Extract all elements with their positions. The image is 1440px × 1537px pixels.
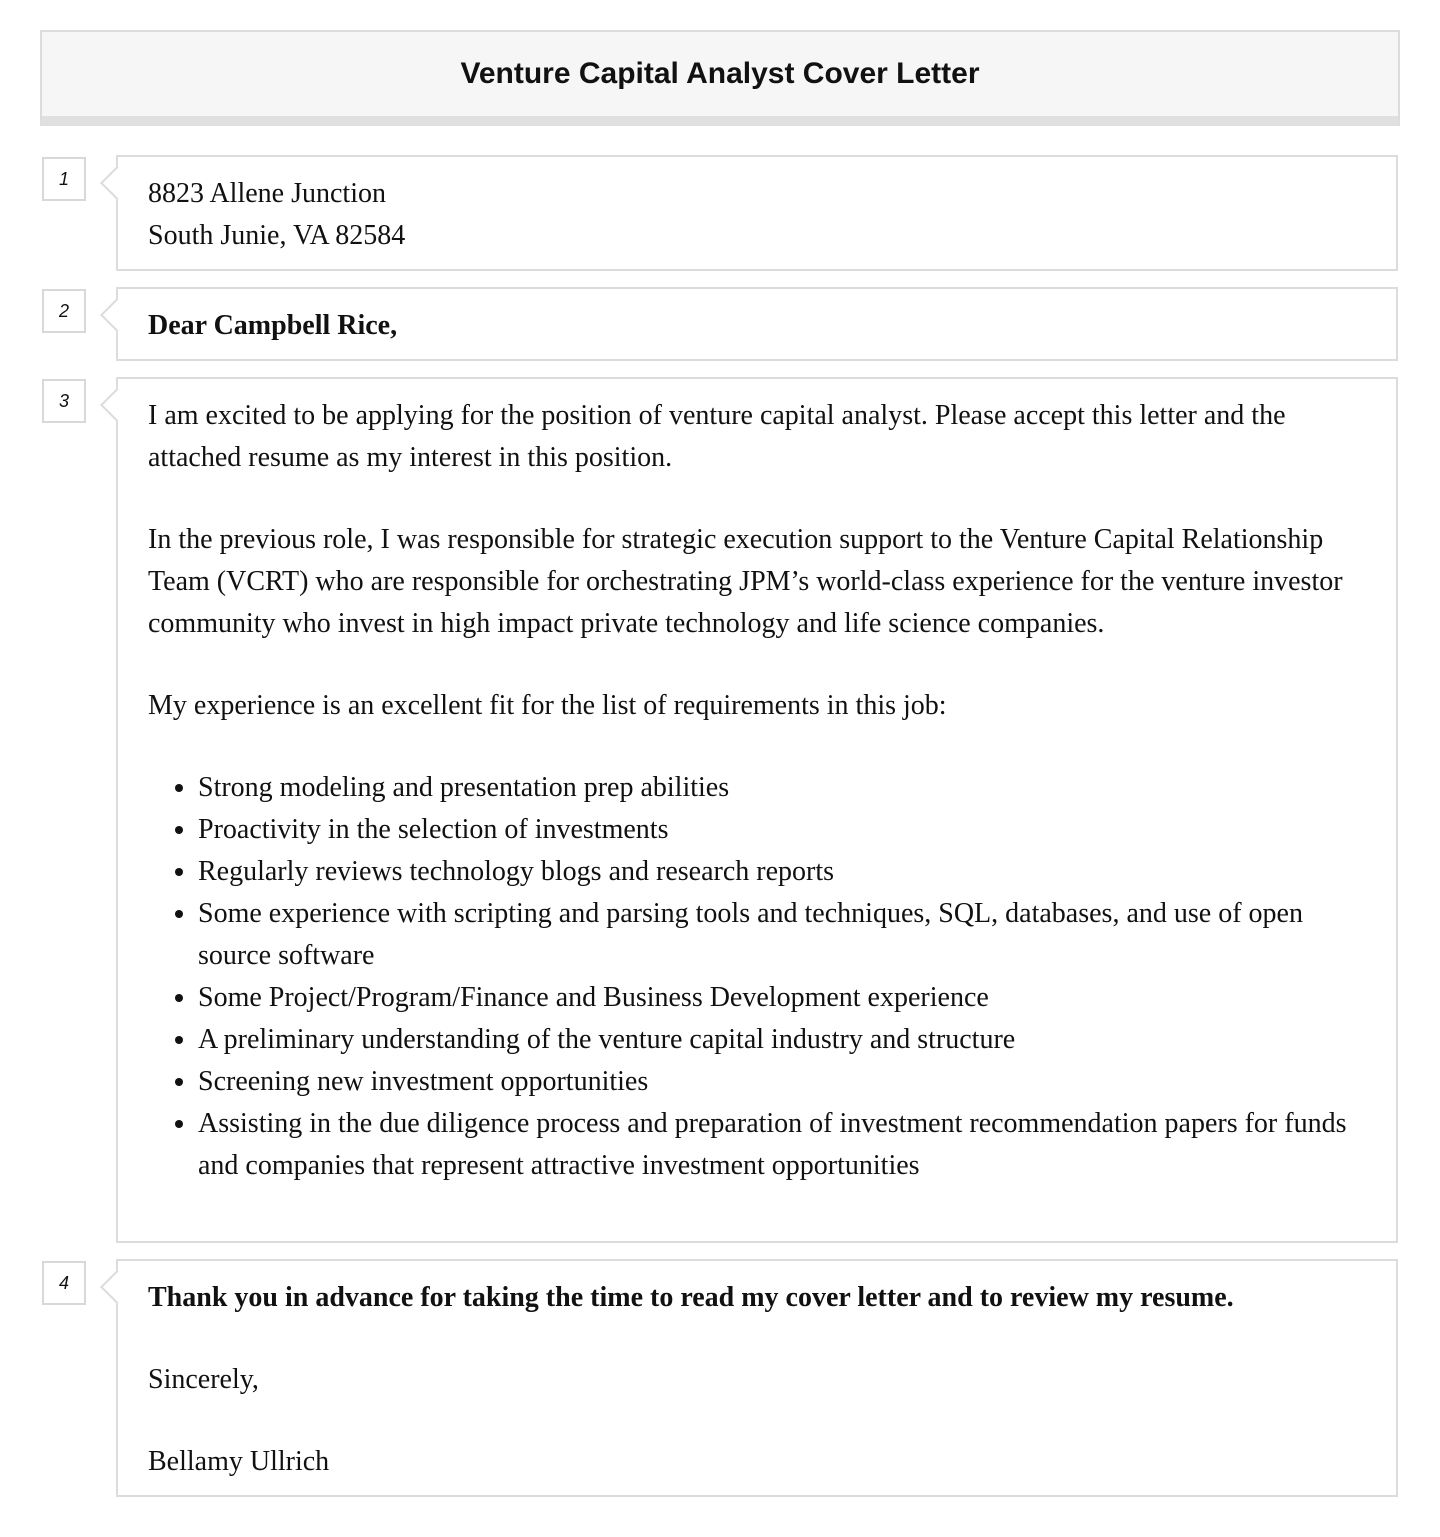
list-item: • Strong modeling and presentation prep abilities [198, 767, 1366, 809]
list-item: • A preliminary understanding of the venture capital industry and structure [198, 1019, 1366, 1061]
list-item: • Screening new investment opportunities [198, 1061, 1366, 1103]
intro-paragraph: I am excited to be applying for the position of venture capital analyst. Please accept this letter and the attached resume as my interest in this position. [148, 400, 1286, 473]
list-item: • Proactivity in the selection of investments [198, 809, 1366, 851]
page-title: Venture Capital Analyst Cover Letter [460, 57, 980, 90]
title-bar [40, 30, 1400, 126]
fit-statement: My experience is an excellent fit for the list of requirements in this job: [148, 690, 947, 721]
section-greeting [116, 287, 1398, 361]
section-number-4: 4 [42, 1261, 86, 1305]
list-item: • Assisting in the due diligence process and preparation of investment recommendation papers for funds and companies that represent attractive investment opportunities [198, 1103, 1366, 1187]
previous-role-paragraph: In the previous role, I was responsible for strategic execution support to the Venture Capital Relationship Team (VCRT) who are responsible for orchestrating JPM’s world-class experience for the venture investor community who invest in high impact private technology and life science companies. [148, 524, 1343, 639]
section-closing [116, 1259, 1398, 1497]
requirements-list [148, 767, 1366, 1187]
section-number-2: 2 [42, 289, 86, 333]
list-item: • Regularly reviews technology blogs and research reports [198, 851, 1366, 893]
signature: Bellamy Ullrich [148, 1446, 330, 1477]
section-body [116, 377, 1398, 1243]
list-item: • Some experience with scripting and parsing tools and techniques, SQL, databases, and use of open source software [198, 893, 1366, 977]
greeting: Dear Campbell Rice, [148, 310, 398, 341]
closing-line: Sincerely, [148, 1364, 259, 1395]
section-number-1: 1 [42, 157, 86, 201]
address-line-2: South Junie, VA 82584 [148, 220, 406, 251]
thanks-line: Thank you in advance for taking the time to read my cover letter and to review my resume. [148, 1282, 1234, 1313]
address-line-1: 8823 Allene Junction [148, 178, 386, 209]
section-address [116, 155, 1398, 271]
section-number-3: 3 [42, 379, 86, 423]
list-item: • Some Project/Program/Finance and Business Development experience [198, 977, 1366, 1019]
